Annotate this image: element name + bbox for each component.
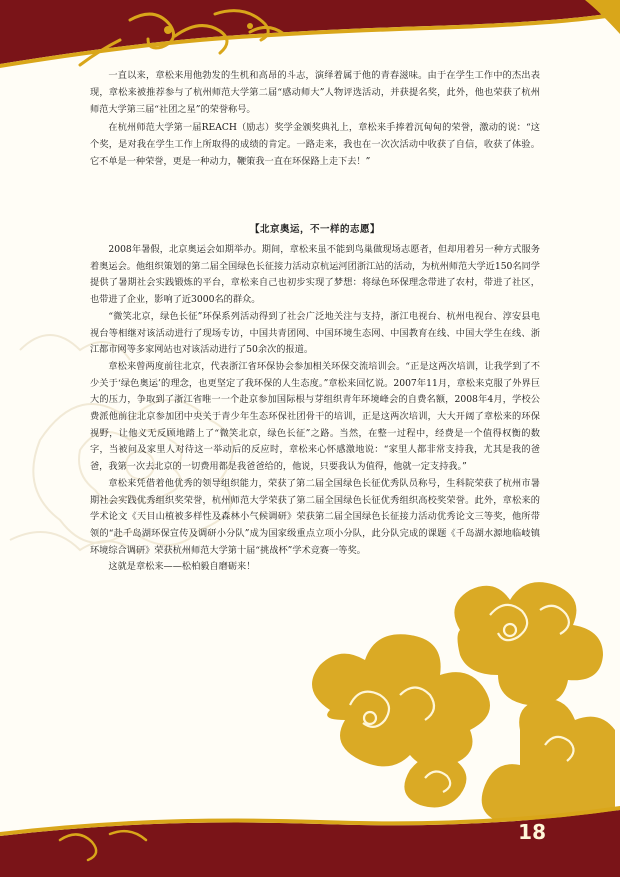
intro-paragraph: 在杭州师范大学第一届REACH（励志）奖学金颁奖典礼上，章松来手捧着沉甸甸的荣誉，激动的说：“这个奖，是对我在学生工作上所取得的成绩的肯定。一路走来，我也在一次次活动中收获了自信，收获了体验。它不单是一种荣誉，更是一种动力，鞭策我一直在环保路上走下去！”: [90, 121, 540, 168]
section-paragraph: 章松来凭借着他优秀的领导组织能力，荣获了第二届全国绿色长征优秀队员称号，生科院荣获了杭州市暑期社会实践优秀组织奖荣誉，杭州师范大学荣获了第二届全国绿色长征优秀组织高校奖荣誉。此外，章松来的学术论文《天目山植被多样性及森林小气候调研》荣获第二届全国绿色长征接力活动优秀论文三等奖，他所带领的“赴千岛湖环保宣传及调研小分队”成为国家级重点立项小分队，此分队完成的课题《千岛湖水源地临岐镇环境综合调研》荣获杭州师范大学第十届“挑战杯”学术竞赛一等奖。: [90, 477, 540, 556]
section-paragraph: 2008年暑假，北京奥运会如期举办。期间，章松来虽不能到鸟巢做现场志愿者，但却用着另一种方式服务着奥运会。他组织策划的第二届全国绿色长征接力活动京杭运河团浙江站的活动，为杭州师范大学近150名同学提供了暑期社会实践锻炼的平台，章松来自己也初步实现了梦想：将绿色环保理念带进了农村，带进了社区，也带进了企业，影响了近3000名的群众。: [90, 244, 540, 306]
section-title: 【北京奥运，不一样的志愿】: [249, 224, 380, 235]
page-number: 18: [518, 820, 546, 844]
intro-text-block: [90, 67, 540, 170]
section-text-block: [90, 242, 540, 576]
section-paragraph: “微笑北京，绿色长征”环保系列活动得到了社会广泛地关注与支持，浙江电视台、杭州电视台、淳安县电视台等相继对该活动进行了现场专访，中国共青团网、中国环境生态网、中国教育在线、中国大学生在线、浙江都市网等多家网站也对该活动进行了50余次的报道。: [90, 310, 540, 356]
section-paragraph: 章松来曾两度前往北京，代表浙江省环保协会参加相关环保交流培训会。“正是这两次培训，让我学到了不少关于‘绿色奥运’的理念，也更坚定了我环保的人生态度。”章松来回忆说。2007年11月，章松来克服了外界巨大的压力，争取到了浙江省唯一一个赴京参加国际根与芽组织青年环境峰会的自费名额，2008年4月，学校公费派他前往北京参加团中央关于青少年生态环保社团骨干的培训，正是这两次培训，大大开阔了章松来的环保视野，让他义无反顾地踏上了“微笑北京，绿色长征”之路。当然，在整一过程中，经费是一个值得权衡的数字，当被问及家里人对待这一举动后的反应时，章松来心怀感激地说：“家里人都非常支持我，尤其是我的爸爸，我第一次去北京的一切费用都是我爸爸给的，他说，只要我认为值得，他就一定支持我。”: [90, 360, 540, 473]
intro-paragraph: 一直以来，章松来用他勃发的生机和高昂的斗志，演绎着属于他的青春滋味。由于在学生工作中的杰出表现，章松来被推荐参与了杭州师范大学第二届“感动师大”人物评选活动，并获提名奖，此外，他也荣获了杭州师范大学第三届“社团之星”的荣誉称号。: [90, 70, 540, 116]
section-paragraph: 这就是章松来——松柏毅自磨砺来！: [108, 561, 256, 573]
